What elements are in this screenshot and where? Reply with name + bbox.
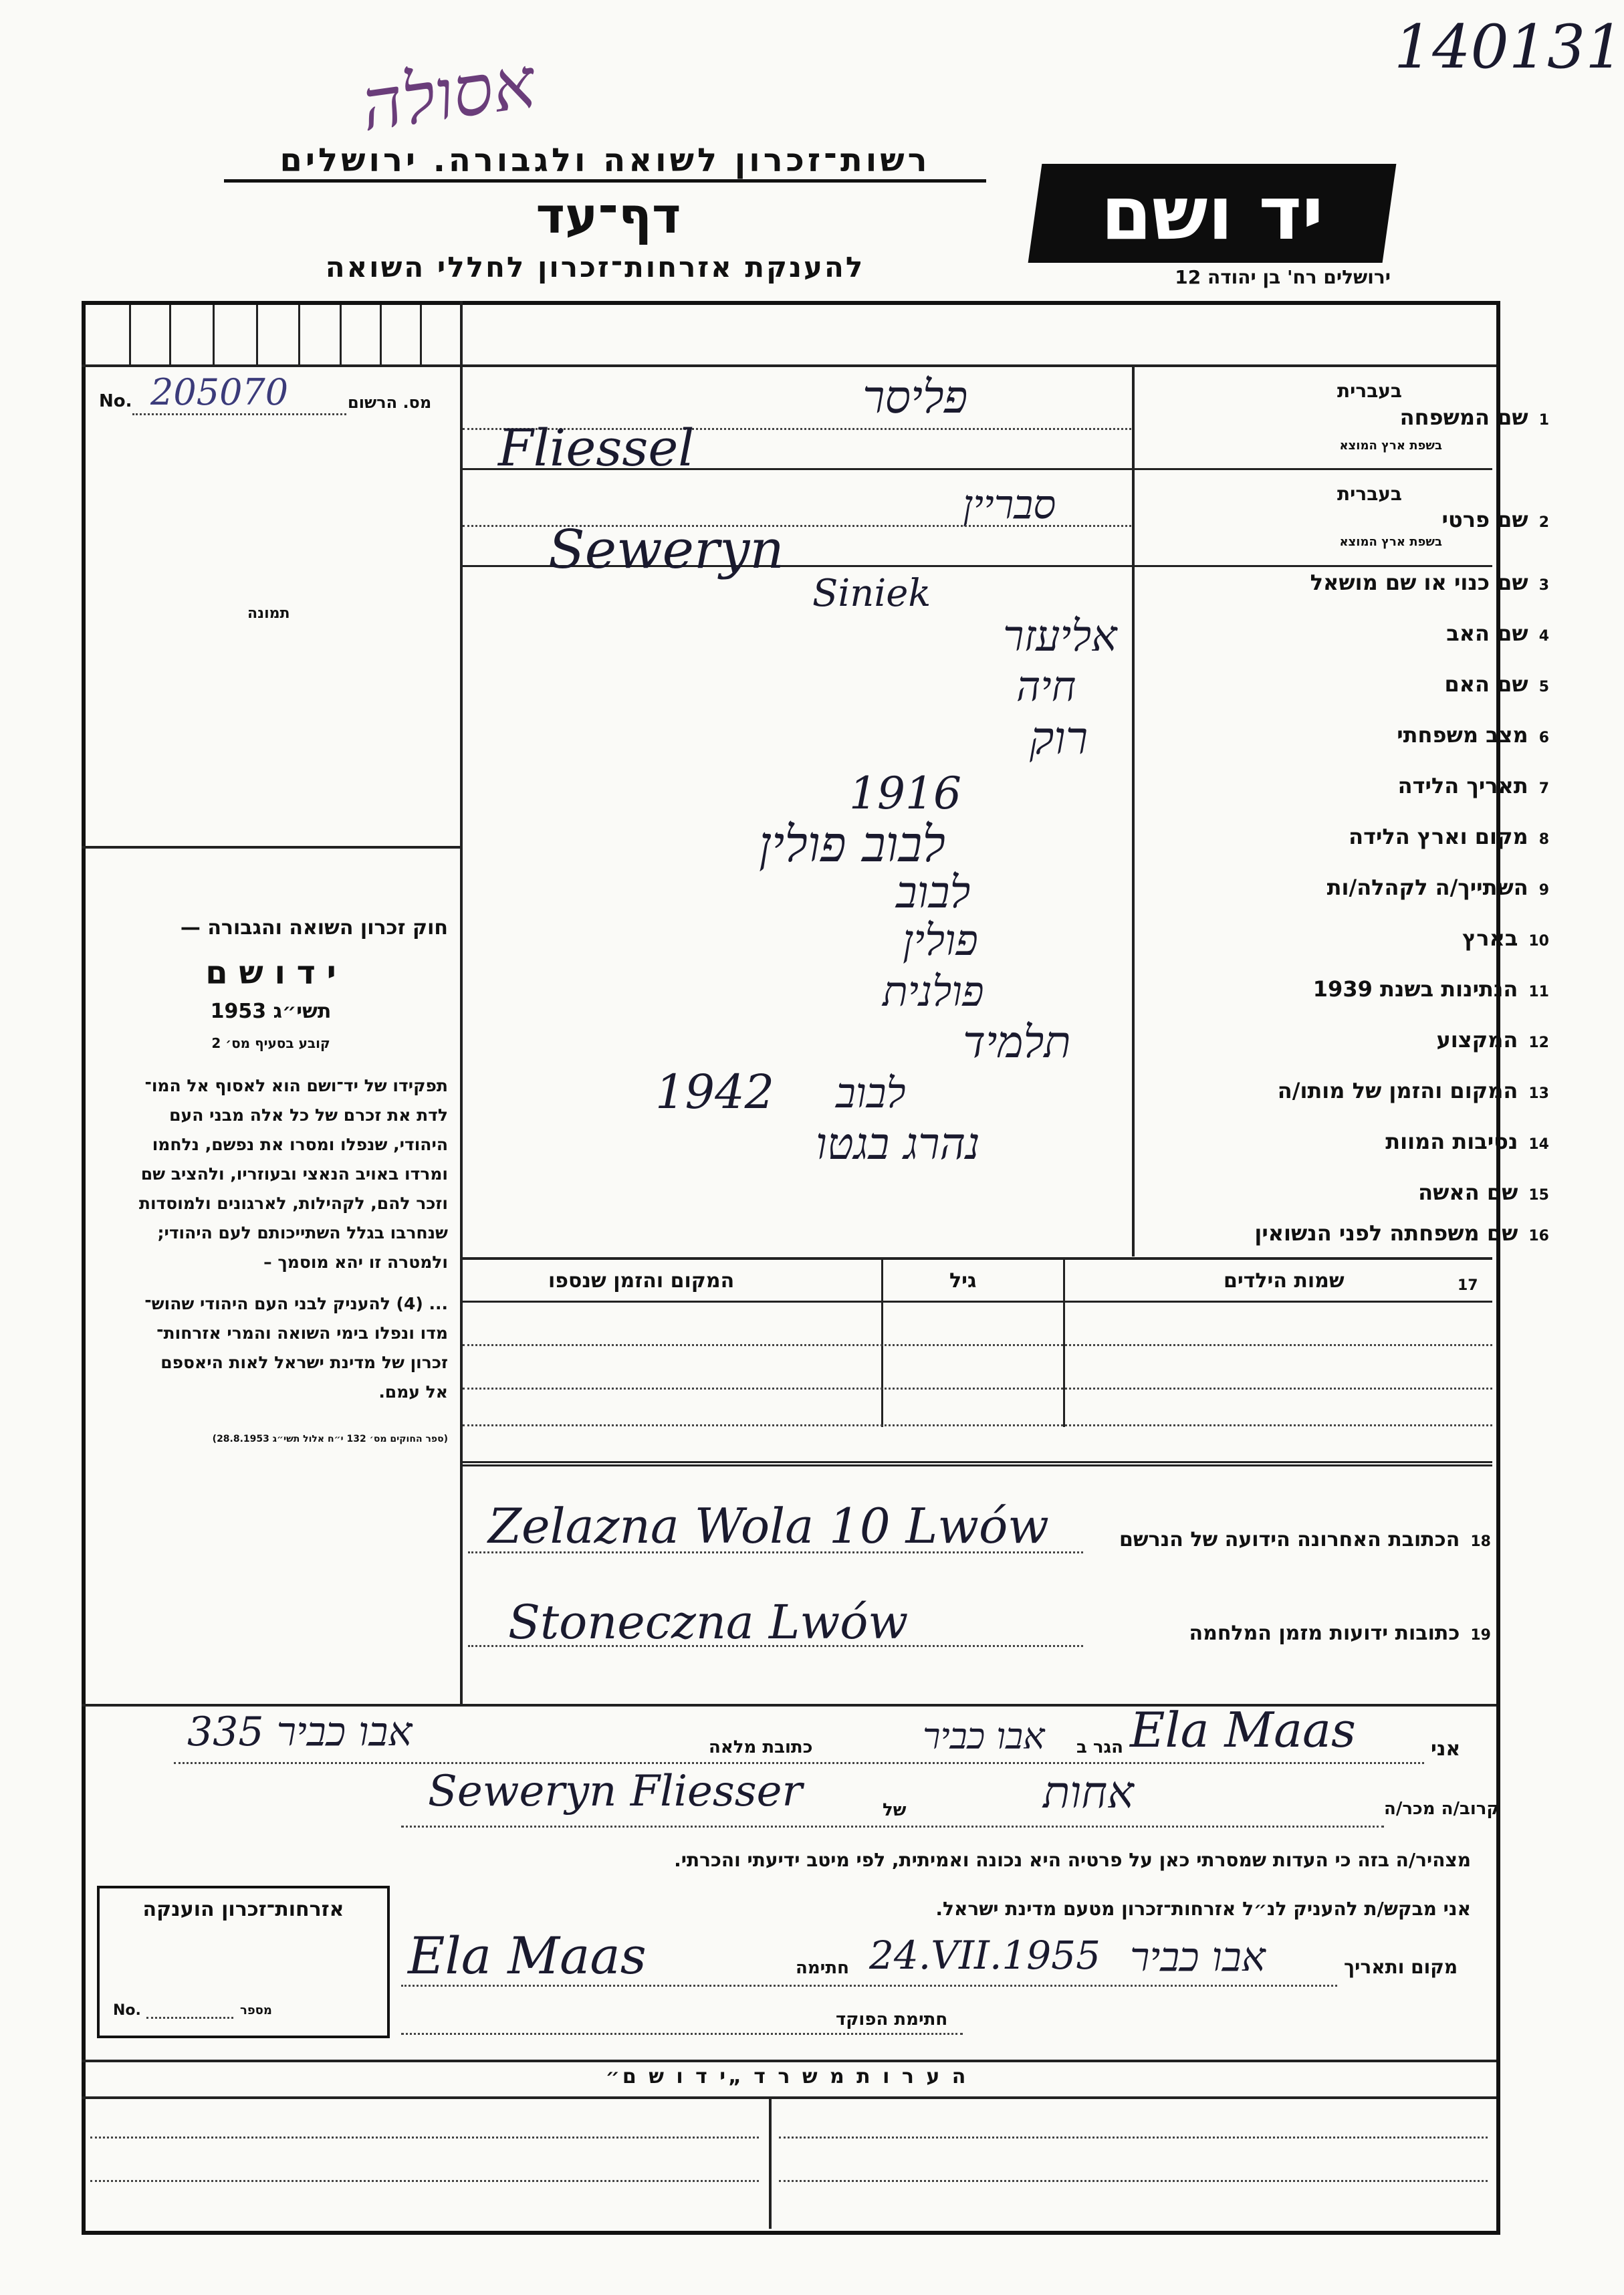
field-4-value: אליעזר bbox=[1003, 612, 1117, 661]
field-1-sub-top: בעברית bbox=[1337, 380, 1402, 402]
decl-full-address: אבו כביר 335 bbox=[187, 1709, 413, 1755]
header-address: ירושלים רח' בן יהודה 12 bbox=[1175, 266, 1391, 288]
notes-top-line bbox=[82, 2060, 1496, 2062]
field-18-label: 18הכתובת האחרונה הידועה של הנרשם bbox=[1119, 1528, 1491, 1551]
field-6-value: רוק bbox=[1030, 712, 1088, 765]
field-2-sub-top: בעברית bbox=[1337, 483, 1402, 505]
decl-relation: אחות bbox=[1043, 1767, 1134, 1818]
decl-full-address-label: כתובת מלאה bbox=[709, 1737, 813, 1757]
children-header-line bbox=[463, 1301, 1492, 1303]
field-2-label: 2שם פרטי bbox=[1441, 507, 1549, 532]
yad-vashem-logo bbox=[1028, 164, 1397, 263]
law-heading: חוק זכרון השואה והגבורה — bbox=[180, 916, 448, 940]
field-7-value: 1916 bbox=[849, 768, 961, 819]
registration-no-label: No. bbox=[99, 391, 132, 411]
decl-i-label: אני bbox=[1431, 1737, 1461, 1761]
field-2-value-origin: Seweryn bbox=[548, 518, 784, 580]
field-4-label: 4שם האב bbox=[1446, 621, 1549, 646]
grant-box bbox=[97, 1886, 390, 2038]
field-2-sub-bottom: בשפת ארץ המוצא bbox=[1339, 535, 1442, 549]
field-19-label: 19כתובות ידועות מזמן המלחמה bbox=[1189, 1622, 1491, 1645]
field-14-value: נהרג בגטו bbox=[816, 1118, 980, 1170]
children-col-age: גיל bbox=[949, 1269, 977, 1293]
field-1-value-origin: Fliessel bbox=[498, 418, 695, 477]
grant-box-title: אזרחות־זכרון הוענקה bbox=[142, 1898, 344, 1921]
field-13-year: 1942 bbox=[655, 1065, 775, 1119]
law-clause: קובע בסעיף מס׳ 2 bbox=[211, 1035, 330, 1051]
decl-official-label: חתימת הפוקד bbox=[836, 2009, 948, 2030]
field-3-value: Siniek bbox=[812, 572, 931, 615]
decl-place-date-label: מקום ותאריך bbox=[1344, 1956, 1458, 1978]
decl-city: אבו כביר bbox=[923, 1715, 1045, 1757]
field-7-label: 7תאריך הלידה bbox=[1397, 773, 1549, 798]
field-5-value: חיה bbox=[1016, 662, 1076, 711]
field-3-label: 3שם כנוי או שם מושאל bbox=[1310, 570, 1549, 595]
logo-text: יד ושם bbox=[1100, 171, 1324, 256]
law-name: י ד ו ש ם bbox=[205, 954, 336, 992]
decl-of-label: של bbox=[883, 1800, 907, 1820]
field-16-label: 16שם משפחתה לפני הנשואין bbox=[1254, 1220, 1549, 1246]
field-11-value: פולנית bbox=[883, 967, 984, 1016]
decl-deceased: Seweryn Fliesser bbox=[428, 1767, 803, 1816]
decl-date: 24.VII.1955 bbox=[869, 1933, 1100, 1978]
children-col-names: שמות הילדים bbox=[1224, 1269, 1345, 1293]
field-1-sub-bottom: בשפת ארץ המוצא bbox=[1339, 439, 1442, 453]
top-box-strip bbox=[86, 305, 460, 364]
notes-title: ה ע ר ו ת מ ש ר ד „י ד ו ש ם״ bbox=[605, 2065, 969, 2088]
photo-label: תמונה bbox=[247, 605, 290, 622]
grant-box-number-label: מספר bbox=[240, 2003, 272, 2017]
field-8-value: לבוב פולין bbox=[759, 816, 945, 873]
archive-number: 140131 bbox=[1394, 12, 1624, 82]
field-1-value-he: פליסר bbox=[862, 371, 968, 424]
field-12-value: תלמיד bbox=[963, 1016, 1071, 1068]
decl-place: אבו כביר bbox=[1130, 1934, 1266, 1981]
field-9-label: 9השתייך/ה לקהלה/ות bbox=[1326, 875, 1549, 900]
decl-request: אני מבקש/ת להעניק לנ״ל אזרחות־זכרון מטעם מדינת ישראל. bbox=[935, 1898, 1471, 1920]
registration-label: מס. הרשום bbox=[348, 393, 432, 412]
decl-signature-label: חתימה bbox=[796, 1958, 849, 1978]
decl-signature: Ela Maas bbox=[408, 1926, 647, 1985]
law-block bbox=[94, 916, 448, 1444]
field-14-label: 14נסיבות המוות bbox=[1385, 1129, 1549, 1154]
field-15-label: 15שם האשה bbox=[1418, 1180, 1549, 1205]
decl-declarant: Ela Maas bbox=[1130, 1702, 1356, 1758]
field-9-value: לבוב bbox=[896, 867, 971, 918]
law-para2: ... (4) להעניק לבני העם היהודי שהוש־ מדו ונפלו בימי השואה והמרי אזרחות־ זכרון של מדינת ישראל לאות היאספם אל עמם. bbox=[144, 1294, 448, 1402]
field-1-label: 1שם המשפחה bbox=[1399, 405, 1549, 430]
registration-number: 205070 bbox=[150, 371, 289, 413]
decl-relative-label: קרוב/ה מכר/ה bbox=[1384, 1799, 1500, 1819]
decl-statement: מצהיר/ה בזה כי העדות שמסרתי כאן על פרטיה היא נכונה ואמיתית, לפי מיטב ידיעתי והכרתי. bbox=[674, 1849, 1471, 1871]
law-source: (ספר החוקים מס׳ 132 י״ח אלול תשי״ג 28.8.1953) bbox=[212, 1434, 448, 1444]
field-18-value: Zelazna Wola 10 Lwów bbox=[488, 1498, 1049, 1554]
field-12-label: 12המקצוע bbox=[1436, 1027, 1549, 1053]
field-2-value-he: סבריין bbox=[963, 481, 1056, 528]
children-num: 17 bbox=[1458, 1277, 1478, 1294]
field-11-label: 11הנתינות בשנת 1939 bbox=[1312, 976, 1549, 1002]
grant-box-no-label: No. bbox=[113, 2002, 141, 2019]
field-10-label: 10בארץ bbox=[1462, 925, 1549, 951]
field-5-label: 5שם האם bbox=[1444, 671, 1549, 697]
field-13-label: 13המקום והזמן של מותו/ה bbox=[1277, 1078, 1549, 1103]
field-10-value: פולין bbox=[903, 916, 978, 966]
field-6-label: 6מצב משפחתי bbox=[1397, 722, 1549, 748]
name-scrawl: אסולה bbox=[356, 41, 540, 147]
form-subtitle: להענקת אזרחות־זכרון לחללי השואה bbox=[325, 251, 865, 284]
law-para1: תפקידו של יד־ושם הוא לאסוף אל המו־ לדת את זכרם של כל אלה מבני העם היהודי, שנפלו ומסרו את נפשם, נלחמו ומרדו באויב הנאצי ובעוזריו, ולהציב שם וזכר להם, לקהילות, לארגונים ולמוסדות שנחרבו בגלל השתייכותם לעם היהודי; ולמטרה זו יהא מוסמך – bbox=[138, 1076, 448, 1272]
form-title: דף־עד bbox=[536, 187, 681, 245]
field-19-value: Stoneczna Lwów bbox=[508, 1595, 909, 1650]
field-8-label: 8מקום וארץ הלידה bbox=[1349, 824, 1549, 849]
authority-title: רשות־זכרון לשואה ולגבורה. ירושלים bbox=[224, 142, 986, 183]
decl-resides-label: הגר ב bbox=[1076, 1737, 1124, 1757]
field-13-place: לבוב bbox=[836, 1069, 906, 1117]
children-col-place: המקום והזמן שנספו bbox=[548, 1269, 735, 1293]
law-year: תשי״ג 1953 bbox=[210, 1000, 332, 1023]
